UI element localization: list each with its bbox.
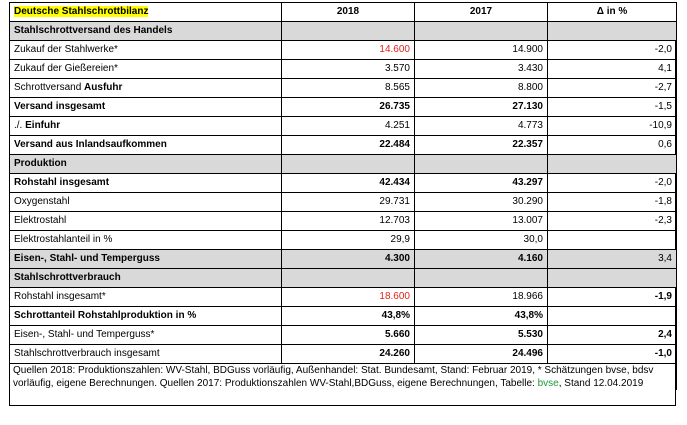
row-label: Elektrostahl — [10, 212, 282, 231]
header-delta: Δ in % — [548, 3, 677, 22]
table-row — [10, 288, 677, 307]
table-row — [10, 41, 677, 60]
table-row — [10, 174, 677, 193]
value-2018: 43,8% — [282, 307, 415, 326]
row-label: Elektrostahlanteil in % — [10, 231, 282, 250]
value-2018: 42.434 — [282, 174, 415, 193]
value-delta: -2,0 — [548, 41, 677, 60]
value-delta: -2,0 — [548, 174, 677, 193]
section-row-produktion — [10, 155, 677, 174]
source-link[interactable]: bvse — [537, 378, 559, 389]
value-2018: 4.251 — [282, 117, 415, 136]
section-title: Stahlschrottversand des Handels — [10, 22, 282, 41]
value-2018: 14.600 — [282, 41, 415, 60]
value-delta: 4,1 — [548, 60, 677, 79]
value-delta: 2,4 — [548, 326, 677, 345]
value-2017: 5.530 — [415, 326, 548, 345]
value-delta: -1,9 — [548, 288, 677, 307]
table-row — [10, 79, 677, 98]
table-row — [10, 307, 677, 326]
value-2017: 18.966 — [415, 288, 548, 307]
header-2017: 2017 — [415, 3, 548, 22]
header-2018: 2018 — [282, 3, 415, 22]
value-2017: 4.160 — [415, 250, 548, 269]
table-row — [10, 231, 677, 250]
footnote-row — [10, 364, 677, 391]
row-label: Zukauf der Stahlwerke* — [10, 41, 282, 60]
row-label: Zukauf der Gießereien* — [10, 60, 282, 79]
value-2017: 22.357 — [415, 136, 548, 155]
section-title: Stahlschrottverbrauch — [10, 269, 282, 288]
scrap-balance-table — [9, 2, 677, 390]
value-2017: 3.430 — [415, 60, 548, 79]
value-2018: 8.565 — [282, 79, 415, 98]
row-label: Schrottanteil Rohstahlproduktion in % — [10, 307, 282, 326]
value-2017: 13.007 — [415, 212, 548, 231]
header-row — [10, 3, 677, 22]
row-label: Schrottversand Ausfuhr — [10, 79, 282, 98]
table-row — [10, 212, 677, 231]
value-2018: 3.570 — [282, 60, 415, 79]
value-2018: 29,9 — [282, 231, 415, 250]
row-label: Rohstahl insgesamt — [10, 174, 282, 193]
value-delta — [548, 307, 677, 326]
value-delta: -2,3 — [548, 212, 677, 231]
table-row — [10, 326, 677, 345]
value-2017: 30.290 — [415, 193, 548, 212]
value-2018: 18.600 — [282, 288, 415, 307]
value-2018: 12.703 — [282, 212, 415, 231]
value-2017: 30,0 — [415, 231, 548, 250]
row-label: Stahlschrottverbrauch insgesamt — [10, 345, 282, 364]
row-label: Eisen-, Stahl- und Temperguss* — [10, 326, 282, 345]
value-delta — [548, 231, 677, 250]
value-2017: 4.773 — [415, 117, 548, 136]
value-delta: -1,8 — [548, 193, 677, 212]
row-label: Versand aus Inlandsaufkommen — [10, 136, 282, 155]
row-label: Eisen-, Stahl- und Temperguss — [10, 250, 282, 269]
value-2017: 27.130 — [415, 98, 548, 117]
value-delta: 0,6 — [548, 136, 677, 155]
value-2017: 43.297 — [415, 174, 548, 193]
row-label: Rohstahl insgesamt* — [10, 288, 282, 307]
value-delta: -1,0 — [548, 345, 677, 364]
value-2018: 24.260 — [282, 345, 415, 364]
table-title: Deutsche Stahlschrottbilanz — [10, 3, 282, 22]
value-2017: 43,8% — [415, 307, 548, 326]
table-row — [10, 193, 677, 212]
value-2018: 26.735 — [282, 98, 415, 117]
value-2017: 24.496 — [415, 345, 548, 364]
table-row — [10, 250, 677, 269]
value-2018: 5.660 — [282, 326, 415, 345]
value-2017: 14.900 — [415, 41, 548, 60]
section-title: Produktion — [10, 155, 282, 174]
value-delta: -10,9 — [548, 117, 677, 136]
table-row — [10, 117, 677, 136]
table-row — [10, 98, 677, 117]
value-2017: 8.800 — [415, 79, 548, 98]
value-delta: -1,5 — [548, 98, 677, 117]
footnote: Quellen 2018: Produktionszahlen: WV-Stahl, BDGuss vorläufig, Außenhandel: Stat. Bundesamt, Stand: Februar 2019, * Schätzungen bvse, bdsv vorläufig, eigene Berechnungen. Quellen 2017: Produktionszahlen WV-Stahl,BDGuss, eigene Berechnungen, Tabelle: bvse, Stand 12.04.2019 — [10, 364, 677, 391]
section-row-verbrauch — [10, 269, 677, 288]
value-2018: 29.731 — [282, 193, 415, 212]
table-row — [10, 136, 677, 155]
row-label: Oxygenstahl — [10, 193, 282, 212]
value-2018: 4.300 — [282, 250, 415, 269]
table-row — [10, 60, 677, 79]
value-delta: 3,4 — [548, 250, 677, 269]
row-label: ./. Einfuhr — [10, 117, 282, 136]
section-row-handel — [10, 22, 677, 41]
value-2018: 22.484 — [282, 136, 415, 155]
value-delta: -2,7 — [548, 79, 677, 98]
row-label: Versand insgesamt — [10, 98, 282, 117]
table-row — [10, 345, 677, 364]
